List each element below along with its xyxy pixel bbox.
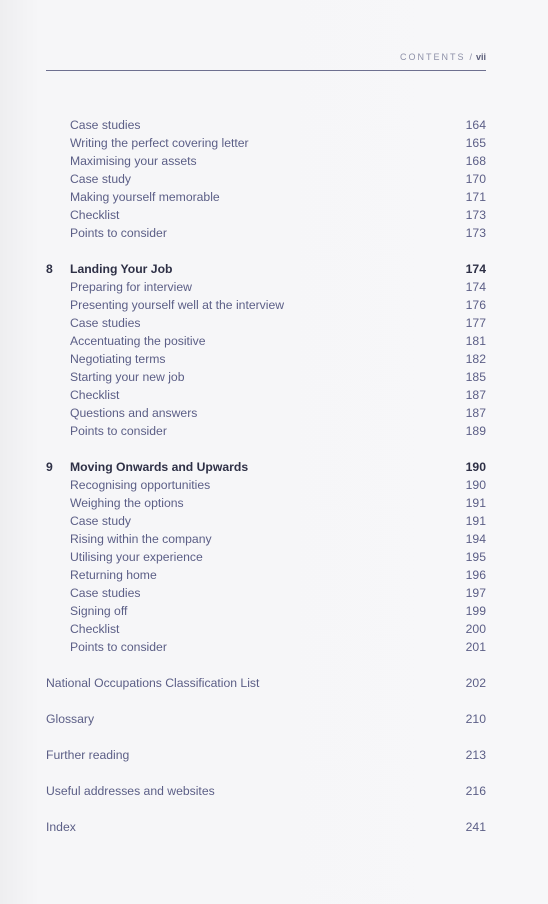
- chapter-9-entries: [46, 476, 486, 656]
- toc-entry-page: 171: [465, 190, 486, 204]
- toc-entry-title: Making yourself memorable: [70, 190, 220, 204]
- section-gap: [46, 800, 486, 818]
- toc-entry-page: 216: [465, 784, 486, 798]
- toc-entry-page: 173: [465, 208, 486, 222]
- toc-entry-page: 185: [465, 370, 486, 384]
- table-of-contents: [46, 116, 486, 836]
- toc-entry-title: Points to consider: [70, 424, 167, 438]
- toc-entry-page: 196: [465, 568, 486, 582]
- toc-entry-title: Maximising your assets: [70, 154, 197, 168]
- toc-entry-title: Questions and answers: [70, 406, 198, 420]
- toc-entry-page: 202: [465, 676, 486, 690]
- toc-entry[interactable]: [46, 224, 486, 242]
- section-gap: [46, 656, 486, 674]
- toc-entry-page: 168: [465, 154, 486, 168]
- toc-entry[interactable]: [46, 152, 486, 170]
- toc-entry-title: Useful addresses and websites: [46, 784, 215, 798]
- toc-entry[interactable]: [46, 134, 486, 152]
- toc-entry[interactable]: [46, 386, 486, 404]
- toc-entry[interactable]: [46, 476, 486, 494]
- chapter-8-entries: [46, 278, 486, 440]
- chapter-heading[interactable]: [46, 260, 486, 278]
- toc-entry-page: 187: [465, 388, 486, 402]
- toc-entry-page: 165: [465, 136, 486, 150]
- toc-entry[interactable]: [46, 548, 486, 566]
- toc-entry-title: Case study: [70, 172, 131, 186]
- toc-entry-page: 164: [465, 118, 486, 132]
- toc-entry-title: Presenting yourself well at the interview: [70, 298, 285, 312]
- toc-entry-title: Signing off: [70, 604, 128, 618]
- toc-entry[interactable]: [46, 620, 486, 638]
- toc-entry[interactable]: [46, 116, 486, 134]
- toc-entry-page: 174: [465, 280, 486, 294]
- toc-entry-title: Points to consider: [70, 226, 167, 240]
- toc-entry-title: Accentuating the positive: [70, 334, 206, 348]
- toc-entry-title: Weighing the options: [70, 496, 184, 510]
- toc-entry-title: Points to consider: [70, 640, 167, 654]
- chapter-title: Landing Your Job: [70, 262, 173, 276]
- chapter-title: Moving Onwards and Upwards: [70, 460, 249, 474]
- toc-entry-title: Glossary: [46, 712, 95, 726]
- section-gap: [46, 692, 486, 710]
- toc-entry-title: Writing the perfect covering letter: [70, 136, 249, 150]
- toc-entry[interactable]: [46, 404, 486, 422]
- toc-entry-page: 181: [465, 334, 486, 348]
- toc-entry[interactable]: [46, 818, 486, 836]
- toc-entry[interactable]: [46, 710, 486, 728]
- toc-entry-page: 197: [465, 586, 486, 600]
- toc-entry[interactable]: [46, 332, 486, 350]
- toc-entry-title: National Occupations Classification List: [46, 676, 260, 690]
- toc-entry[interactable]: [46, 296, 486, 314]
- header-rule: [46, 70, 486, 71]
- toc-entry[interactable]: [46, 638, 486, 656]
- toc-entry-page: 190: [465, 478, 486, 492]
- toc-entry-title: Checklist: [70, 208, 120, 222]
- section-gap: [46, 440, 486, 458]
- toc-entry-page: 194: [465, 532, 486, 546]
- back-matter: [46, 656, 486, 836]
- toc-entry[interactable]: [46, 512, 486, 530]
- toc-entry[interactable]: [46, 278, 486, 296]
- chapter-page: 190: [465, 460, 486, 474]
- toc-entry[interactable]: [46, 188, 486, 206]
- toc-entry[interactable]: [46, 350, 486, 368]
- toc-entry-title: Case study: [70, 514, 131, 528]
- continued-section: [46, 116, 486, 242]
- toc-entry[interactable]: [46, 566, 486, 584]
- toc-entry[interactable]: [46, 584, 486, 602]
- toc-entry-page: 191: [465, 514, 486, 528]
- toc-entry-page: 170: [465, 172, 486, 186]
- toc-entry-title: Case studies: [70, 316, 141, 330]
- toc-entry[interactable]: [46, 368, 486, 386]
- toc-entry-page: 182: [465, 352, 486, 366]
- toc-entry-page: 210: [465, 712, 486, 726]
- toc-entry[interactable]: [46, 314, 486, 332]
- toc-entry-page: 189: [465, 424, 486, 438]
- toc-entry-title: Index: [46, 820, 76, 834]
- toc-entry-title: Case studies: [70, 118, 141, 132]
- toc-entry-page: 173: [465, 226, 486, 240]
- toc-entry[interactable]: [46, 602, 486, 620]
- running-head-section: CONTENTS: [399, 52, 466, 62]
- toc-entry-page: 177: [465, 316, 486, 330]
- section-gap: [46, 242, 486, 260]
- toc-entry-page: 213: [465, 748, 486, 762]
- page-folio: vii: [475, 52, 486, 62]
- toc-entry-title: Further reading: [46, 748, 130, 762]
- chapter-number: 8: [46, 262, 53, 276]
- toc-entry[interactable]: [46, 494, 486, 512]
- toc-entry-title: Preparing for interview: [70, 280, 192, 294]
- toc-entry-page: 191: [465, 496, 486, 510]
- toc-entry-title: Recognising opportunities: [70, 478, 211, 492]
- toc-entry-title: Returning home: [70, 568, 157, 582]
- toc-entry-title: Checklist: [70, 388, 120, 402]
- toc-entry-page: 199: [465, 604, 486, 618]
- toc-entry-title: Negotiating terms: [70, 352, 166, 366]
- toc-entry-page: 176: [465, 298, 486, 312]
- toc-entry-page: 200: [465, 622, 486, 636]
- toc-entry[interactable]: [46, 746, 486, 764]
- toc-entry[interactable]: [46, 206, 486, 224]
- running-head-separator: /: [469, 52, 472, 62]
- toc-entry-page: 195: [465, 550, 486, 564]
- section-gap: [46, 764, 486, 782]
- toc-entry-page: 241: [465, 820, 486, 834]
- toc-entry[interactable]: [46, 530, 486, 548]
- toc-entry[interactable]: [46, 674, 486, 692]
- toc-entry-page: 187: [465, 406, 486, 420]
- chapter-heading[interactable]: [46, 458, 486, 476]
- toc-entry-title: Checklist: [70, 622, 120, 636]
- toc-entry-title: Rising within the company: [70, 532, 212, 546]
- toc-entry[interactable]: [46, 422, 486, 440]
- toc-entry-title: Utilising your experience: [70, 550, 203, 564]
- toc-entry-title: Starting your new job: [70, 370, 185, 384]
- chapter-number: 9: [46, 460, 53, 474]
- toc-entry[interactable]: [46, 170, 486, 188]
- toc-entry-page: 201: [465, 640, 486, 654]
- section-gap: [46, 728, 486, 746]
- toc-entry[interactable]: [46, 782, 486, 800]
- running-head: [400, 52, 486, 62]
- toc-entry-title: Case studies: [70, 586, 141, 600]
- chapter-page: 174: [465, 262, 486, 276]
